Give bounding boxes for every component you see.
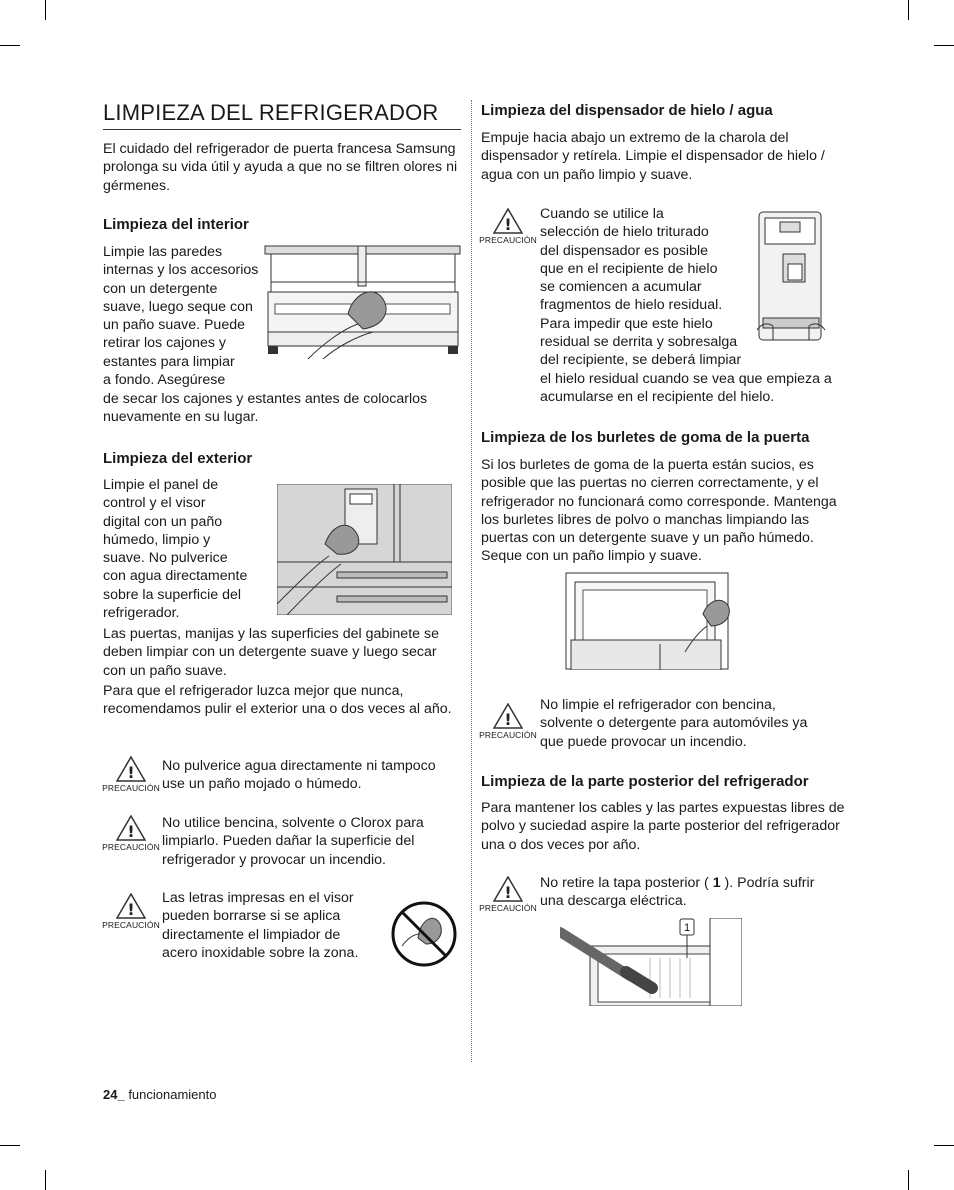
- crop-mark: [934, 45, 954, 46]
- interior-heading: Limpieza del interior: [103, 216, 249, 233]
- interior-text: Limpie las paredes internas y los accesorios con un detergente suave, luego seque con un paño suave. Puede retirar los cajones y estantes para limpiar a fondo. Asegúrese: [103, 244, 259, 389]
- fridge-interior-illustration: [263, 244, 463, 359]
- back-text: Para mantener los cables y las partes expuestas libres de polvo y suciedad aspire la parte posterior del refrigerador una o dos veces por año.: [481, 800, 845, 853]
- svg-text:!: !: [504, 710, 512, 729]
- crop-mark: [908, 1170, 909, 1190]
- gaskets-caution-text: No limpie el refrigerador con bencina, solvente o detergente para automóviles ya que puede provocar un incendio.: [540, 697, 808, 750]
- exterior-text: Limpie el panel de control y el visor digital con un paño húmedo, limpio y suave. No pulverice con agua directamente sobre la superficie del refrigerador.: [103, 477, 248, 622]
- back-caution-text: No retire la tapa posterior ( 1 ). Podría sufrir una descarga eléctrica.: [540, 875, 815, 910]
- column-divider: [471, 100, 472, 1062]
- crop-mark: [934, 1145, 954, 1146]
- exterior-heading: Limpieza del exterior: [103, 450, 253, 467]
- caution-left-text-1: No pulverice agua directamente ni tampoco use un paño mojado o húmedo.: [162, 758, 436, 793]
- crop-mark: [45, 0, 46, 20]
- interior-text-tail: de secar los cajones y estantes antes de colocarlos nuevamente en su lugar.: [103, 391, 428, 426]
- exterior-para2: Las puertas, manijas y las superficies del gabinete se deben limpiar con un detergente suave y luego secar con un paño suave.: [103, 626, 439, 679]
- crop-mark: [908, 0, 909, 20]
- crop-mark: [0, 45, 20, 46]
- caution-icon: ! PRECAUCIÓN: [101, 893, 161, 939]
- caution-icon: ! PRECAUCIÓN: [478, 208, 538, 254]
- crop-mark: [0, 1145, 20, 1146]
- gaskets-heading: Limpieza de los burletes de goma de la puerta: [481, 429, 810, 446]
- dispenser-caution-text: Cuando se utilice la selección de hielo triturado del dispensador es posible que en el recipiente de hielo se comiencen a acumular fragmentos de hielo residual. Para impedir que este hielo residual se derrita y sobresalga del recipiente, se deberá limpiar: [540, 206, 742, 369]
- intro-text: El cuidado del refrigerador de puerta francesa Samsung prolonga su vida útil y ayuda a que no se filtren olores ni gérmenes.: [103, 141, 458, 194]
- crop-mark: [45, 1170, 46, 1190]
- exterior-para3: Para que el refrigerador luzca mejor que nunca, recomendamos pulir el exterior una o dos veces al año.: [103, 683, 452, 718]
- caution-icon: ! PRECAUCIÓN: [101, 756, 161, 802]
- svg-text:!: !: [127, 763, 135, 782]
- callout-number: 1: [683, 922, 691, 934]
- prohibited-cloth-icon: [390, 898, 458, 970]
- svg-text:!: !: [127, 900, 135, 919]
- dispenser-illustration: [755, 210, 827, 352]
- rear-cover-illustration: [560, 918, 742, 1006]
- caution-left-text-2: No utilice bencina, solvente o Clorox para limpiarlo. Pueden dañar la superficie del refrigerador y provocar un incendio.: [162, 815, 424, 868]
- dispenser-text: Empuje hacia abajo un extremo de la charola del dispensador y retírela. Limpie el dispensador de hielo / agua con un paño limpio y suave.: [481, 130, 825, 183]
- back-heading: Limpieza de la parte posterior del refrigerador: [481, 773, 809, 790]
- caution-icon: ! PRECAUCIÓN: [478, 876, 538, 922]
- fridge-exterior-illustration: [277, 484, 452, 615]
- caution-icon: ! PRECAUCIÓN: [478, 703, 538, 749]
- caution-icon: ! PRECAUCIÓN: [101, 815, 161, 861]
- gaskets-text: Si los burletes de goma de la puerta están sucios, es posible que las puertas no cierren correctamente, y el refrigerador no funcionará como corresponde. Mantenga los burletes libres de polvo o manchas limpiando las puertas con un detergente suave y un paño húmedo. Seque con un paño limpio y suave.: [481, 457, 837, 565]
- door-gasket-illustration: [565, 572, 730, 670]
- caution-left-text-3: Las letras impresas en el visor pueden borrarse si se aplica directamente el limpiador de acero inoxidable sobre la zona.: [162, 890, 359, 961]
- page-footer: 24_ funcionamiento: [103, 1087, 217, 1102]
- dispenser-heading: Limpieza del dispensador de hielo / agua: [481, 102, 773, 119]
- svg-text:!: !: [127, 822, 135, 841]
- page-title: LIMPIEZA DEL REFRIGERADOR: [103, 100, 461, 130]
- svg-text:!: !: [504, 215, 512, 234]
- svg-text:!: !: [504, 883, 512, 902]
- dispenser-caution-tail: el hielo residual cuando se vea que empieza a acumularse en el recipiente del hielo.: [540, 371, 832, 406]
